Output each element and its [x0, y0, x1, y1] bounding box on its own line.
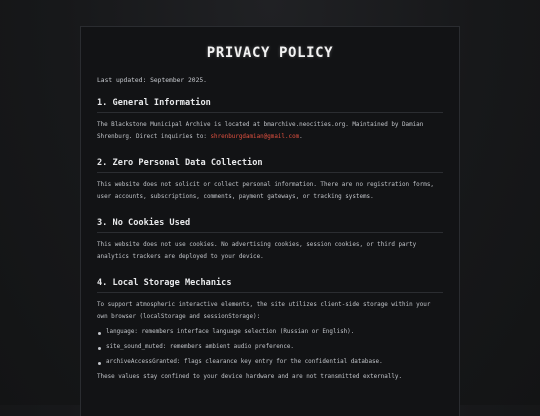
- section-heading: 1. General Information: [97, 98, 443, 113]
- storage-keys-list: [97, 327, 443, 369]
- section-text: [97, 120, 443, 143]
- section-heading: 3. No Cookies Used: [97, 218, 443, 233]
- section-text: This website does not solicit or collect personal information. There are no registration forms, user accounts, subscriptions, comments, payment gateways, or tracking systems.: [97, 182, 434, 200]
- page-title: PRIVACY POLICY: [206, 45, 334, 61]
- section-no-cookies: [97, 218, 443, 263]
- section-intro: To support atmospheric interactive elements, the site utilizes client-side storage within your own browser (localStorage and sessionStorage):: [97, 302, 431, 320]
- last-updated: Last updated: September 2025.: [97, 77, 207, 84]
- list-item: site_sound_muted: remembers ambient audio preference.: [97, 342, 443, 354]
- list-item: archiveAccessGranted: flags clearance key entry for the confidential database.: [97, 357, 443, 369]
- section-heading: 2. Zero Personal Data Collection: [97, 158, 443, 173]
- text-after-email: .: [299, 133, 303, 140]
- contact-email-link[interactable]: shrenburgdamian@gmail.com: [210, 133, 300, 140]
- section-zero-personal-data: [97, 158, 443, 203]
- section-local-storage: [97, 278, 443, 384]
- section-outro: These values stay confined to your device hardware and are not transmitted externally.: [97, 374, 402, 381]
- list-item: language: remembers interface language selection (Russian or English).: [97, 327, 443, 339]
- section-text: This website does not use cookies. No advertising cookies, session cookies, or third party analytics trackers are deployed to your device.: [97, 242, 417, 260]
- text-before-email: The Blackstone Municipal Archive is located at bmarchive.neocities.org. Maintained by Damian Shrenburg. Direct inquiries to:: [97, 122, 424, 140]
- section-heading: 4. Local Storage Mechanics: [97, 278, 443, 293]
- section-general-information: [97, 98, 443, 143]
- policy-panel: [80, 26, 460, 416]
